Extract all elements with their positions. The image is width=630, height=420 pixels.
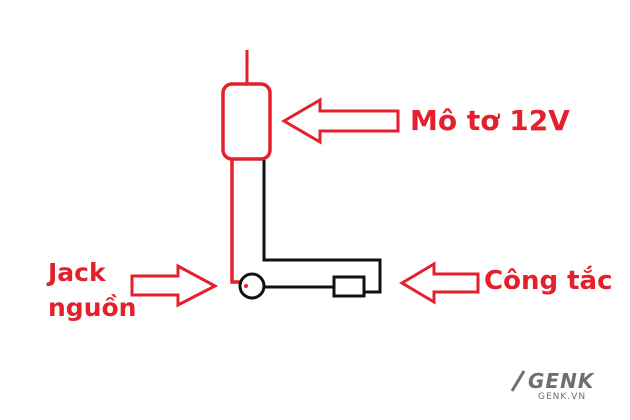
arrow-to-switch-icon xyxy=(402,264,478,302)
black-wire-motor-to-switch xyxy=(264,160,380,292)
switch-label: Công tắc xyxy=(484,266,613,296)
motor-label: Mô tơ 12V xyxy=(410,104,570,137)
power-jack-label-line1: Jack xyxy=(48,258,106,287)
power-jack-label-line2: nguồn xyxy=(48,293,137,322)
red-lead-wire xyxy=(232,160,242,282)
power-jack-pin xyxy=(244,284,248,288)
arrow-to-motor-icon xyxy=(284,100,398,142)
arrow-to-jack-icon xyxy=(132,266,215,305)
genk-watermark xyxy=(512,370,612,403)
motor-symbol xyxy=(223,84,270,159)
power-jack-label xyxy=(48,255,136,325)
watermark-site: GENK.VN xyxy=(538,392,587,402)
power-jack-symbol xyxy=(240,274,264,298)
watermark-brand: GENK xyxy=(528,369,595,393)
switch-symbol xyxy=(334,277,364,296)
